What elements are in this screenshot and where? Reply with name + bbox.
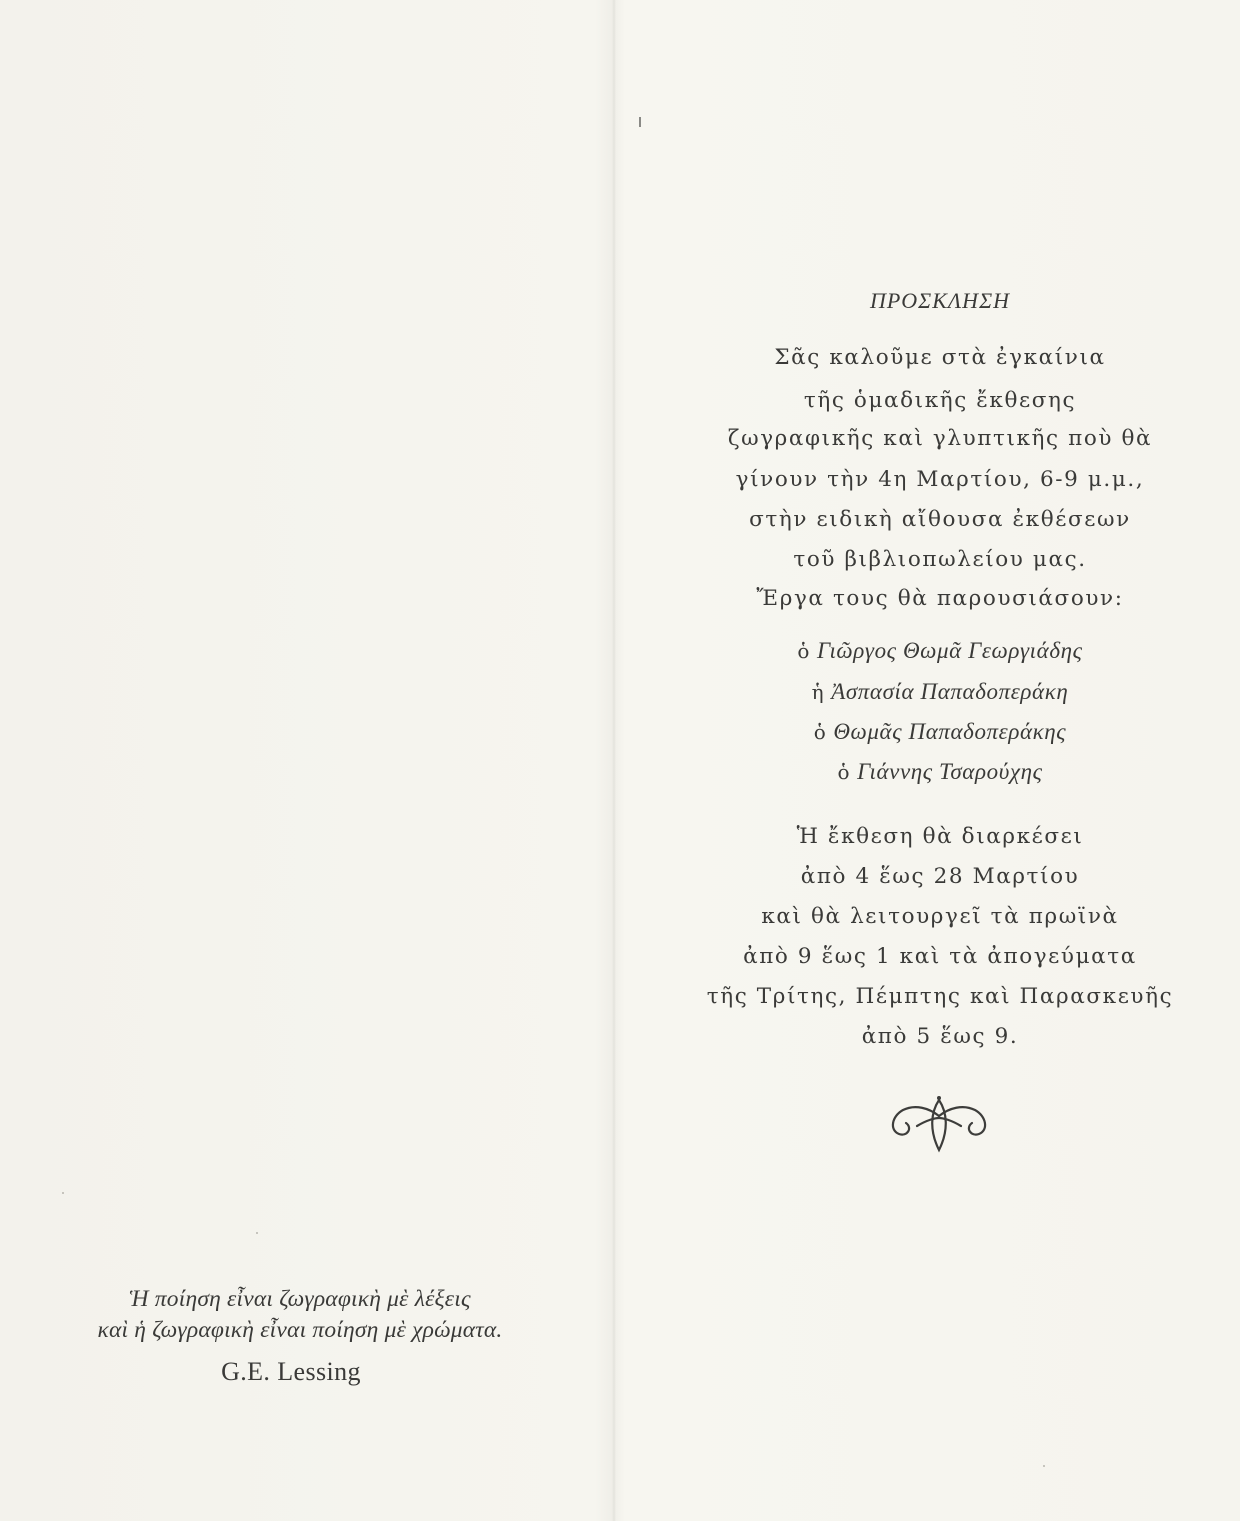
quote-author: G.E. Lessing — [221, 1357, 361, 1386]
intro-line: ζωγραφικῆς καὶ γλυπτικῆς ποὺ θὰ — [727, 426, 1153, 451]
invitation-panel — [640, 0, 1240, 1521]
intro-line: τῆς ὁμαδικῆς ἔκθεσης — [803, 388, 1077, 413]
schedule-line: ἀπὸ 4 ἕως 28 Μαρτίου — [800, 864, 1080, 889]
schedule-line: ἀπὸ 5 ἕως 9. — [861, 1024, 1019, 1049]
artist-line — [640, 636, 1240, 666]
center-fold — [612, 0, 616, 1521]
flourish-icon — [883, 1090, 995, 1154]
intro-line: στὴν ειδικὴ αἴθουσα ἐκθέσεων — [749, 507, 1131, 532]
schedule-line: Ἡ ἔκθεση θὰ διαρκέσει — [796, 824, 1084, 849]
paper-speck — [256, 1232, 258, 1234]
intro-line: Σᾶς καλοῦμε στὰ ἐγκαίνια — [774, 345, 1106, 370]
paper-speck — [62, 1192, 64, 1194]
artist-article: ὁ — [813, 720, 827, 744]
artist-name: Γιάννης Τσαρούχης — [857, 759, 1043, 784]
invitation-title: ΠΡΟΣΚΛΗΣΗ — [869, 288, 1011, 313]
schedule-line: τῆς Τρίτης, Πέμπτης καὶ Παρασκευῆς — [706, 984, 1174, 1009]
artist-article: ὁ — [797, 639, 811, 663]
schedule-line: ἀπὸ 9 ἕως 1 καὶ τὰ ἀπογεύματα — [743, 944, 1137, 969]
artist-name: Γιῶργος Θωμᾶ Γεωργιάδης — [817, 638, 1083, 663]
artist-line — [640, 757, 1240, 787]
intro-line: γίνουν τὴν 4η Μαρτίου, 6-9 μ.μ., — [735, 467, 1145, 492]
artist-name: Ἀσπασία Παπαδοπεράκη — [831, 679, 1069, 704]
schedule-line: καὶ θὰ λειτουργεῖ τὰ πρωϊνὰ — [761, 904, 1119, 929]
quote-line: Ἡ ποίηση εἶναι ζωγραφικὴ μὲ λέξεις — [129, 1286, 471, 1312]
artist-name: Θωμᾶς Παπαδοπεράκης — [833, 719, 1067, 744]
artist-article: ἡ — [811, 680, 825, 704]
artist-line — [640, 677, 1240, 707]
quote-line: καὶ ἡ ζωγραφικὴ εἶναι ποίηση μὲ χρώματα. — [97, 1317, 503, 1343]
intro-line: τοῦ βιβλιοπωλείου μας. — [793, 547, 1087, 572]
artist-article: ὁ — [837, 760, 851, 784]
intro-line: Ἔργα τους θὰ παρουσιάσουν: — [756, 586, 1124, 611]
artist-line — [640, 717, 1240, 747]
